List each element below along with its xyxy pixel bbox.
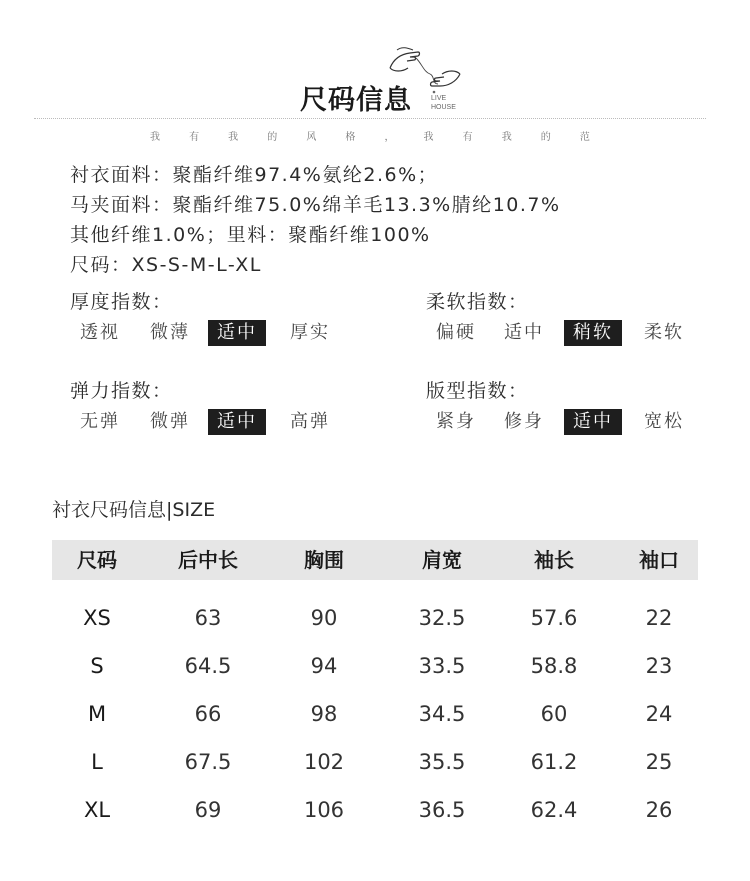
slogan-char: 有 <box>189 132 200 143</box>
fit-option: 宽松 <box>644 411 684 432</box>
logo-text <box>431 94 471 112</box>
slogan-char: 我 <box>501 132 512 143</box>
size-range: 尺码：XS-S-M-L-XL <box>70 254 262 276</box>
header-back-length: 后中长 <box>178 548 238 572</box>
logo-text-house: HOUSE <box>431 104 456 111</box>
fit-index-options <box>426 409 726 437</box>
cell-cuff: 24 <box>645 702 673 726</box>
slogan-char: 我 <box>423 132 434 143</box>
slogan-char: 风 <box>306 132 317 143</box>
material-shirt: 衬衣面料：聚酯纤维97.4%氨纶2.6%； <box>70 164 439 186</box>
fit-option-selected: 适中 <box>564 409 622 435</box>
material-vest: 马夹面料：聚酯纤维75.0%绵羊毛13.3%腈纶10.7% <box>70 194 561 216</box>
table-row <box>52 642 698 690</box>
slogan-char: 我 <box>150 132 160 143</box>
header-title: 尺码信息 <box>300 85 412 116</box>
slogan <box>150 128 590 144</box>
thickness-option: 透视 <box>80 322 120 343</box>
softness-index-title: 柔软指数： <box>426 291 529 313</box>
slogan-char: 有 <box>462 132 473 143</box>
softness-option-selected: 稍软 <box>564 320 622 346</box>
header-chest: 胸围 <box>304 548 344 572</box>
cell-chest: 98 <box>310 702 338 726</box>
cell-cuff: 23 <box>645 654 673 678</box>
cell-back-length: 63 <box>194 606 222 630</box>
slogan-char: 我 <box>228 132 239 143</box>
slogan-char: 范 <box>579 132 590 143</box>
cell-shoulder: 34.5 <box>418 702 466 726</box>
header-size: 尺码 <box>77 548 117 572</box>
cell-chest: 90 <box>310 606 338 630</box>
cell-sleeve-length: 61.2 <box>530 750 578 774</box>
elasticity-option: 高弹 <box>290 411 330 432</box>
elasticity-option: 微弹 <box>150 411 190 432</box>
cell-chest: 94 <box>310 654 338 678</box>
cell-size: L <box>91 750 103 774</box>
dotted-divider <box>34 118 706 119</box>
cell-sleeve-length: 62.4 <box>530 798 578 822</box>
slogan-char: 的 <box>540 132 551 143</box>
cell-cuff: 25 <box>645 750 673 774</box>
softness-option: 适中 <box>504 322 544 343</box>
hands-logo-icon <box>380 40 466 98</box>
table-row <box>52 786 698 834</box>
size-table-heading: 衬衣尺码信息|SIZE <box>52 499 216 521</box>
cell-size: S <box>90 654 104 678</box>
fit-option: 紧身 <box>436 411 476 432</box>
thickness-option-selected: 适中 <box>208 320 266 346</box>
cell-sleeve-length: 58.8 <box>530 654 578 678</box>
header-sleeve-length: 袖长 <box>534 548 574 572</box>
elasticity-option-selected: 适中 <box>208 409 266 435</box>
size-table <box>52 540 698 834</box>
cell-size: M <box>87 702 107 726</box>
cell-cuff: 22 <box>645 606 673 630</box>
cell-size: XL <box>83 798 111 822</box>
cell-sleeve-length: 60 <box>540 702 568 726</box>
cell-shoulder: 33.5 <box>418 654 466 678</box>
slogan-char: 格 <box>345 132 356 143</box>
cell-cuff: 26 <box>645 798 673 822</box>
cell-chest: 106 <box>303 798 345 822</box>
table-row <box>52 738 698 786</box>
thickness-option: 厚实 <box>290 322 330 343</box>
cell-chest: 102 <box>303 750 345 774</box>
cell-back-length: 69 <box>194 798 222 822</box>
elasticity-option: 无弹 <box>80 411 120 432</box>
header-shoulder: 肩宽 <box>422 548 462 572</box>
table-row <box>52 594 698 642</box>
header-cuff: 袖口 <box>639 548 679 572</box>
thickness-index-title: 厚度指数： <box>70 291 173 313</box>
cell-shoulder: 35.5 <box>418 750 466 774</box>
cell-back-length: 64.5 <box>184 654 232 678</box>
logo-text-live: LIVE <box>431 95 447 102</box>
slogan-char: ， <box>384 132 395 143</box>
table-header-row <box>52 540 698 580</box>
cell-shoulder: 36.5 <box>418 798 466 822</box>
cell-back-length: 67.5 <box>184 750 232 774</box>
table-row <box>52 690 698 738</box>
slogan-char: 的 <box>267 132 278 143</box>
thickness-index-options <box>70 320 370 348</box>
cell-size: XS <box>83 606 111 630</box>
cell-shoulder: 32.5 <box>418 606 466 630</box>
thickness-option: 微薄 <box>150 322 190 343</box>
softness-option: 柔软 <box>644 322 684 343</box>
material-other: 其他纤维1.0%；里料：聚酯纤维100% <box>70 224 431 246</box>
fit-index-title: 版型指数： <box>426 380 529 402</box>
elasticity-index-options <box>70 409 370 437</box>
elasticity-index-title: 弹力指数： <box>70 380 173 402</box>
cell-sleeve-length: 57.6 <box>530 606 578 630</box>
softness-option: 偏硬 <box>436 322 476 343</box>
cell-back-length: 66 <box>194 702 222 726</box>
fit-option: 修身 <box>504 411 544 432</box>
softness-index-options <box>426 320 726 348</box>
